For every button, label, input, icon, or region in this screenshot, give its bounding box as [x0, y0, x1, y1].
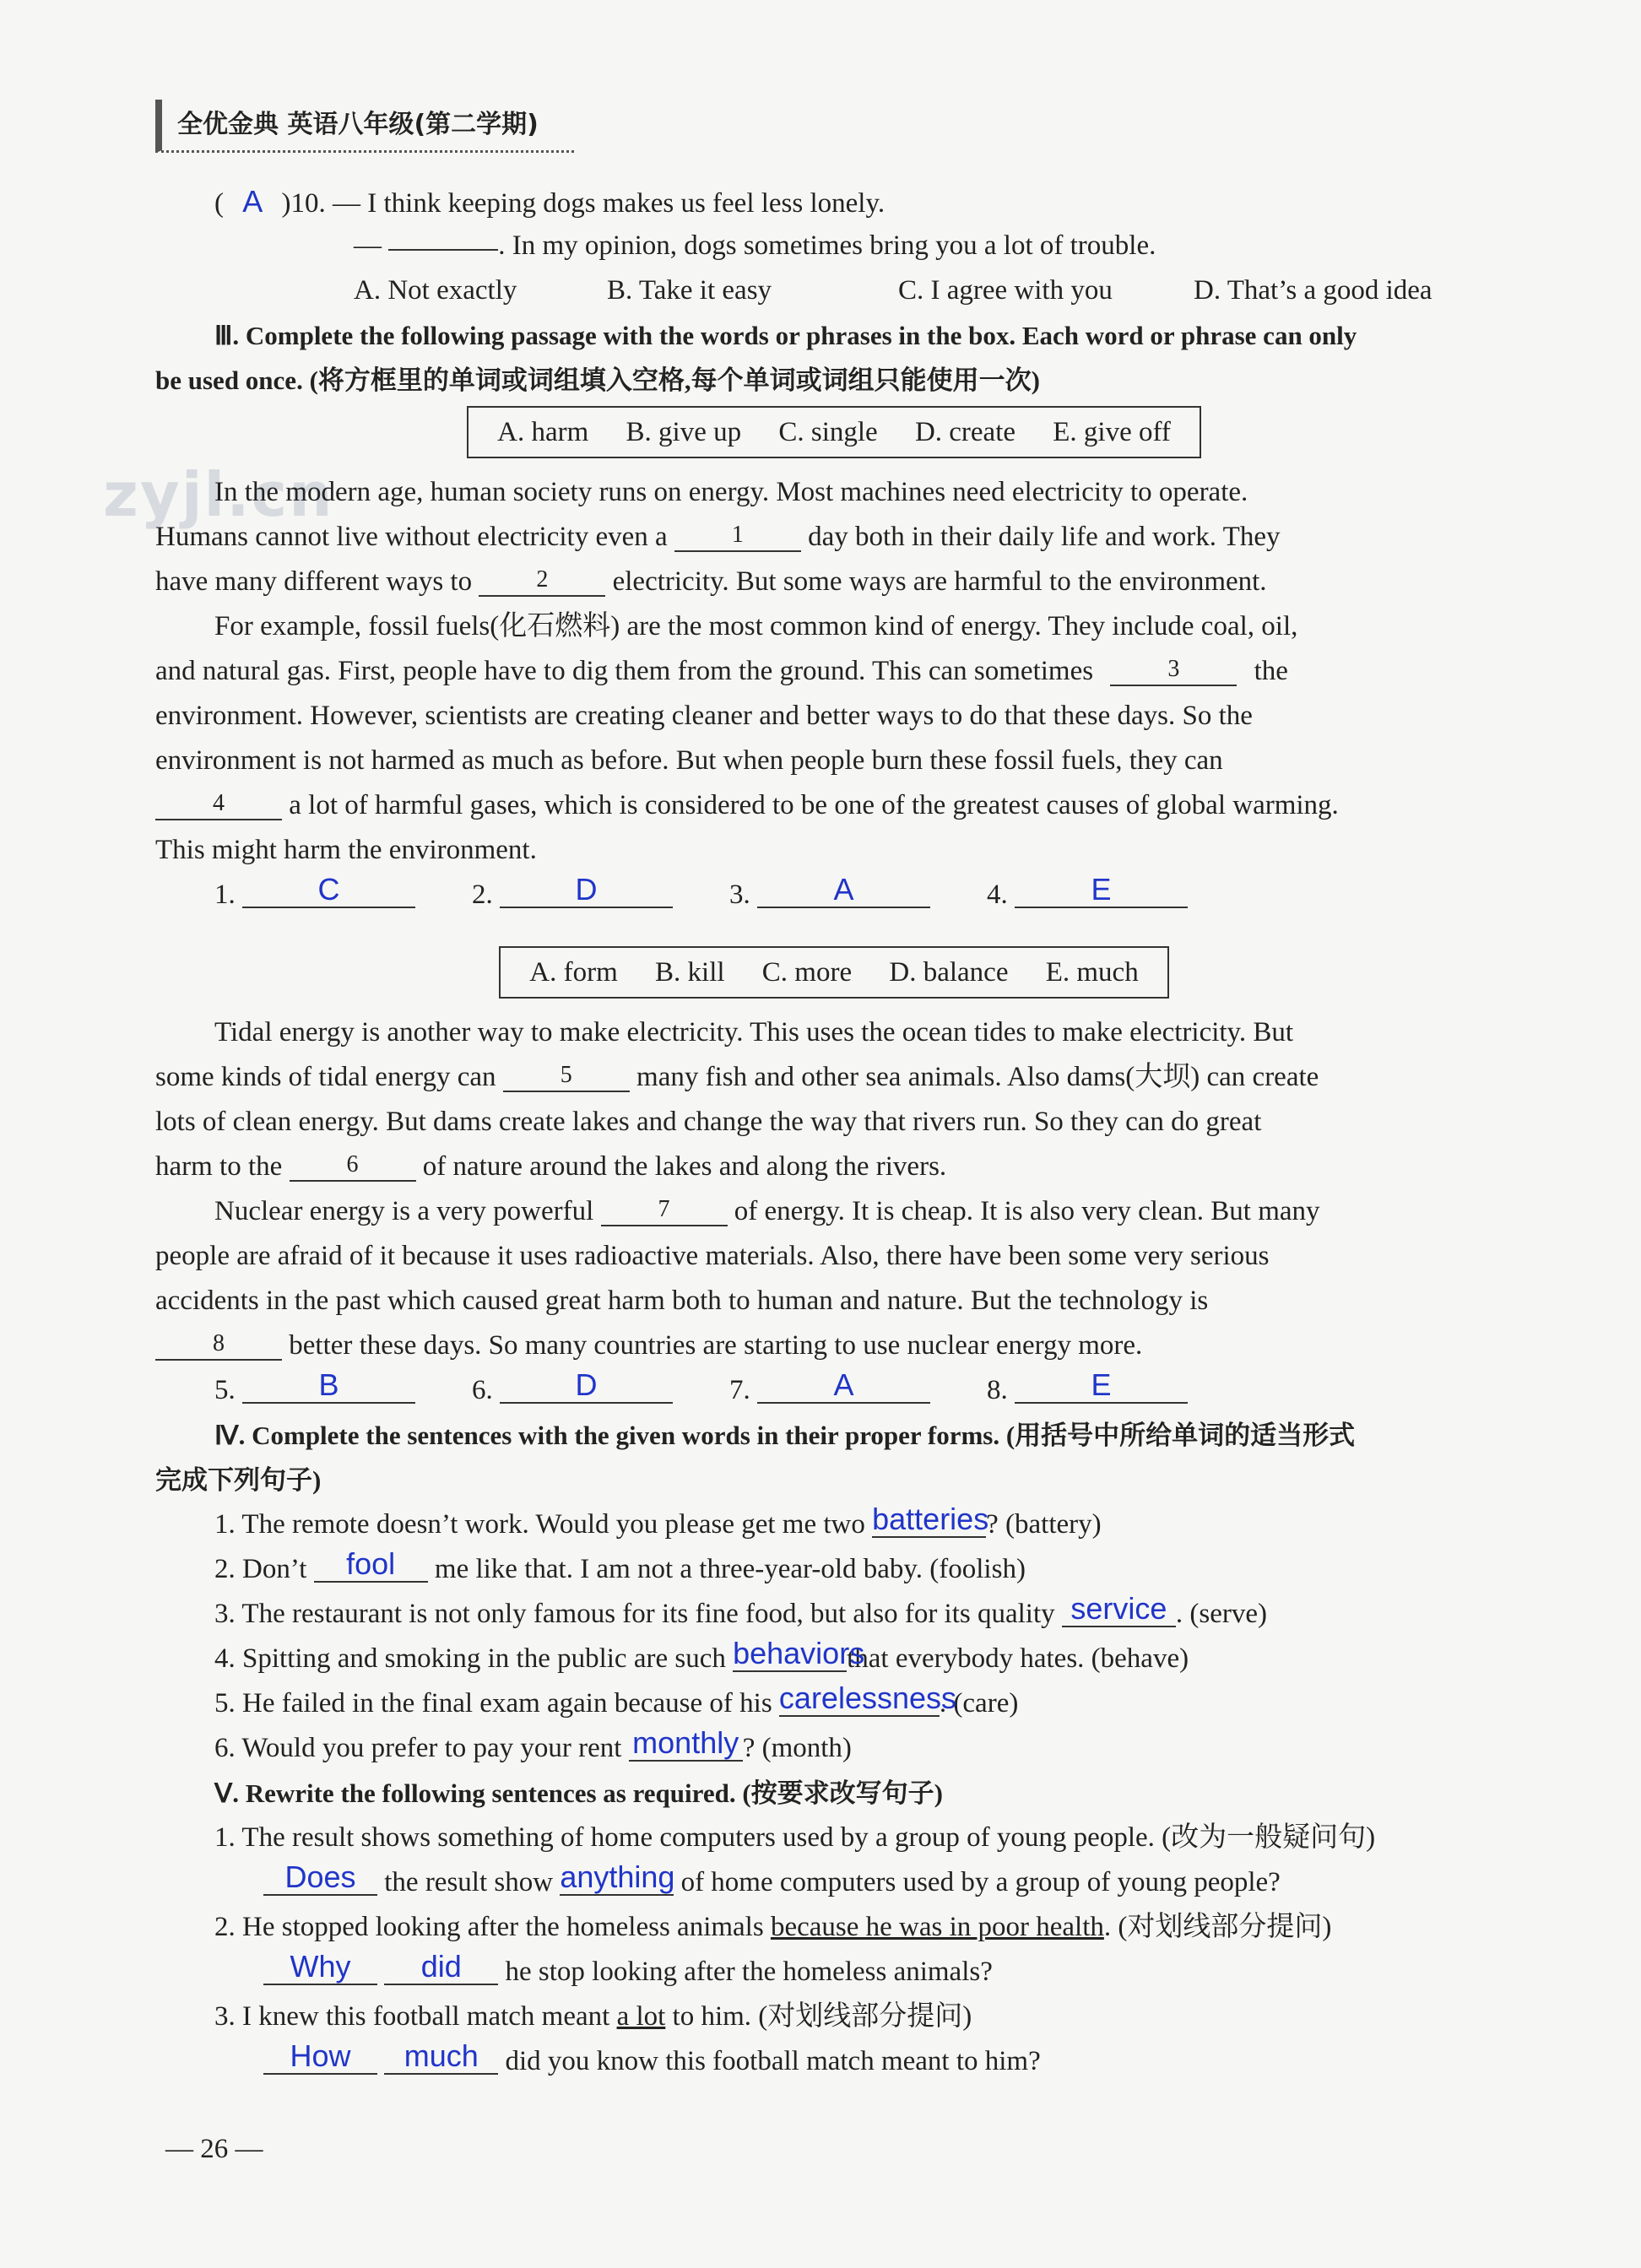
blank-4: [155, 787, 282, 820]
num: 5.: [214, 1688, 236, 1719]
answer-text: much: [403, 2038, 479, 2073]
answer-7: [729, 1368, 987, 1413]
text: electricity. But some ways are harmful to the environment.: [612, 566, 1267, 597]
answer-text: Does: [284, 1859, 356, 1894]
rewrite-1-answer: [155, 1860, 1513, 1905]
answer-q10: A: [242, 184, 263, 219]
passage2-line2: [155, 649, 1513, 694]
answer-8: [987, 1368, 1244, 1413]
answers-1-4: [155, 873, 1513, 917]
text: did you know this football match meant to him?: [505, 2046, 1041, 2076]
passage1-line3: [155, 560, 1513, 604]
text: he stop looking after the homeless animals?: [505, 1957, 993, 1987]
word-box-2: [155, 943, 1513, 1010]
num: 3.: [729, 880, 750, 910]
passage2-line5: [155, 783, 1513, 828]
page-content: [155, 179, 1513, 2084]
answer-text: A: [833, 1367, 854, 1402]
answers-5-8: [155, 1368, 1513, 1413]
answer-text: service: [1070, 1591, 1167, 1626]
num: 4.: [214, 1643, 236, 1674]
text: have many different ways to: [155, 566, 473, 597]
blank-7: [601, 1193, 728, 1226]
box2-option-c: C. more: [761, 957, 853, 988]
blank-number: 6: [346, 1151, 359, 1177]
text: ? (battery): [986, 1509, 1102, 1540]
num: 4.: [987, 880, 1008, 910]
text: The remote doesn’t work. Would you please get me two: [241, 1509, 865, 1540]
num: 6.: [214, 1733, 236, 1763]
blank-number: 4: [213, 790, 225, 816]
text: Don’t: [242, 1554, 307, 1584]
rewrite-1: [155, 1816, 1513, 1860]
option-b: B. Take it easy: [607, 275, 772, 306]
answer-text: behaviors: [733, 1636, 865, 1670]
text: of energy. It is cheap. It is also very clean. But many: [734, 1196, 1320, 1226]
reply-text: . In my opinion, dogs sometimes bring you a lot of trouble.: [498, 230, 1156, 261]
blank-8: [155, 1327, 282, 1361]
text: Nuclear energy is a very powerful: [214, 1196, 594, 1226]
num: 3.: [214, 2001, 236, 2032]
passage1-line1: In the modern age, human society runs on energy. Most machines need electricity to operate.: [214, 477, 1248, 507]
box1-option-c: C. single: [778, 417, 878, 447]
answer-3: [729, 873, 987, 917]
text: The result shows something of home computers used by a group of young people. (改为一般疑问句): [241, 1822, 1376, 1853]
passage3-line1: Tidal energy is another way to make electricity. This uses the ocean tides to make electricity. But: [214, 1017, 1294, 1047]
text: better these days. So many countries are starting to use nuclear energy more.: [289, 1330, 1143, 1361]
text: ? (month): [742, 1733, 852, 1763]
box1-option-a: A. harm: [497, 417, 589, 447]
blank-number: 2: [536, 566, 549, 593]
text: of nature around the lakes and along the rivers.: [422, 1151, 947, 1182]
underlined-text: a lot: [616, 2001, 666, 2032]
blank-q10: [388, 249, 498, 251]
num: 3.: [214, 1599, 236, 1629]
text: day both in their daily life and work. They: [808, 522, 1281, 552]
text: The restaurant is not only famous for its fine food, but also for its quality: [241, 1599, 1055, 1629]
blank-1: [674, 518, 801, 552]
num: 2.: [214, 1554, 236, 1584]
passage2-line3: environment. However, scientists are creating cleaner and better ways to do that these days. So the: [155, 701, 1253, 731]
option-a: A. Not exactly: [354, 275, 517, 306]
answer-text: A: [833, 872, 854, 907]
box2-option-e: E. much: [1045, 957, 1139, 988]
rewrite-3-answer: [155, 2039, 1513, 2084]
answer-text: E: [1091, 1367, 1112, 1402]
answer-text: fool: [346, 1546, 396, 1581]
blank-number: 8: [213, 1330, 225, 1356]
question-10: [155, 179, 1513, 224]
passage4-line4: [155, 1323, 1513, 1368]
blank-3: [1110, 652, 1237, 686]
text: me like that. I am not a three-year-old baby. (foolish): [434, 1554, 1026, 1584]
answer-text: batteries: [872, 1502, 989, 1536]
text: many fish and other sea animals. Also dams(大坝) can create: [636, 1062, 1319, 1092]
text: harm to the: [155, 1151, 283, 1182]
question-10-reply: [155, 224, 1513, 268]
num: 6.: [472, 1375, 493, 1405]
text: I knew this football match meant: [242, 2001, 610, 2032]
box1-option-b: B. give up: [626, 417, 742, 447]
blank-6: [290, 1148, 416, 1182]
blank-2: [479, 563, 605, 597]
passage3-line2: [155, 1055, 1513, 1100]
rewrite-2: [155, 1905, 1513, 1950]
answer-text: did: [420, 1949, 462, 1984]
watermark: zyjl.cn: [103, 459, 334, 530]
box2-option-a: A. form: [529, 957, 618, 988]
sentence-1: [155, 1502, 1513, 1547]
text: . (serve): [1175, 1599, 1268, 1629]
passage3-line4: [155, 1145, 1513, 1189]
rewrite-2-answer: [155, 1950, 1513, 1995]
text: Would you prefer to pay your rent: [241, 1733, 622, 1763]
box1-option-e: E. give off: [1053, 417, 1171, 447]
answer-text: carelessness: [778, 1681, 957, 1715]
box2-option-d: D. balance: [889, 957, 1009, 988]
answer-5: [214, 1368, 472, 1413]
num: 8.: [987, 1375, 1008, 1405]
answer-text: C: [317, 872, 340, 907]
answer-1: [214, 873, 472, 917]
rewrite-3: [155, 1995, 1513, 2039]
passage1-line2: [155, 515, 1513, 560]
option-c: C. I agree with you: [898, 275, 1113, 306]
sentence-2: [155, 1547, 1513, 1592]
answer-4: [987, 873, 1244, 917]
answer-text: How: [290, 2038, 351, 2073]
text: the result show: [384, 1867, 554, 1897]
blank-number: 7: [658, 1196, 670, 1222]
text: . (对划线部分提问): [1103, 1912, 1332, 1942]
answer-text: E: [1091, 872, 1112, 907]
sentence-6: [155, 1726, 1513, 1771]
text: He failed in the final exam again because of his: [242, 1688, 772, 1719]
page-number: — 26 —: [165, 2134, 263, 2164]
section-3-title: Ⅲ. Complete the following passage with the words or phrases in the box. Each word or phrase can only: [214, 321, 1357, 350]
answer-text: D: [575, 1367, 598, 1402]
blank-number: 1: [731, 522, 744, 548]
paren-open: (: [214, 188, 224, 219]
answer-6: [472, 1368, 729, 1413]
num: 2.: [472, 880, 493, 910]
answer-text: D: [575, 872, 598, 907]
sentence-5: [155, 1681, 1513, 1726]
text: to him. (对划线部分提问): [672, 2001, 972, 2032]
answer-text: anything: [560, 1859, 675, 1894]
text: the: [1254, 656, 1288, 686]
blank-number: 5: [560, 1062, 572, 1088]
option-d: D. That’s a good idea: [1194, 275, 1432, 306]
text: that everybody hates. (behave): [847, 1643, 1189, 1674]
num: 1.: [214, 880, 236, 910]
box1-option-d: D. create: [914, 417, 1016, 447]
answer-text: Why: [290, 1949, 351, 1984]
text: a lot of harmful gases, which is considered to be one of the greatest causes of global warming.: [289, 790, 1339, 820]
num: 1.: [214, 1822, 236, 1853]
text: of home computers used by a group of young people?: [680, 1867, 1281, 1897]
answer-text: B: [318, 1367, 339, 1402]
num: 2.: [214, 1912, 236, 1942]
text: some kinds of tidal energy can: [155, 1062, 496, 1092]
text: . (care): [939, 1688, 1019, 1719]
passage2-line4: environment is not harmed as much as before. But when people burn these fossil fuels, they can: [155, 745, 1223, 776]
section-4-title-2: 完成下列句子): [155, 1465, 322, 1495]
text: Humans cannot live without electricity even a: [155, 522, 668, 552]
passage2-line1: For example, fossil fuels(化石燃料) are the most common kind of energy. They include coal, oil,: [214, 611, 1298, 641]
passage2-line6: This might harm the environment.: [155, 835, 537, 865]
num: 1.: [214, 1509, 236, 1540]
text: He stopped looking after the homeless animals: [242, 1912, 764, 1942]
sentence-3: [155, 1592, 1513, 1637]
word-box-1: [155, 403, 1513, 470]
text: Spitting and smoking in the public are such: [242, 1643, 726, 1674]
question-10-text: )10. — I think keeping dogs makes us feel less lonely.: [281, 188, 885, 219]
reply-dash: —: [354, 230, 389, 261]
blank-number: 3: [1167, 656, 1180, 682]
text: and natural gas. First, people have to dig them from the ground. This can sometimes: [155, 656, 1094, 686]
box2-option-b: B. kill: [655, 957, 725, 988]
section-4-title: Ⅳ. Complete the sentences with the given words in their proper forms. (用括号中所给单词的适当形式: [214, 1421, 1356, 1450]
passage3-line3: lots of clean energy. But dams create lakes and change the way that rivers run. So they can do great: [155, 1107, 1262, 1137]
passage4-line2: people are afraid of it because it uses radioactive materials. Also, there have been some very serious: [155, 1241, 1270, 1271]
underlined-text: because he was in poor health: [770, 1912, 1104, 1942]
question-10-options: [155, 268, 1513, 313]
answer-text: monthly: [632, 1725, 739, 1760]
book-header: 全优金典 英语八年级(第二学期): [155, 100, 574, 153]
answer-2: [472, 873, 729, 917]
passage4-line3: accidents in the past which caused great harm both to human and nature. But the technology is: [155, 1286, 1209, 1316]
blank-5: [503, 1058, 630, 1092]
section-3-title-2: be used once. (将方框里的单词或词组填入空格,每个单词或词组只能使用一次): [155, 365, 1040, 395]
section-5-title: Ⅴ. Rewrite the following sentences as required. (按要求改写句子): [214, 1778, 943, 1808]
num: 7.: [729, 1375, 750, 1405]
num: 5.: [214, 1375, 236, 1405]
passage4-line1: [155, 1189, 1513, 1234]
sentence-4: [155, 1637, 1513, 1681]
